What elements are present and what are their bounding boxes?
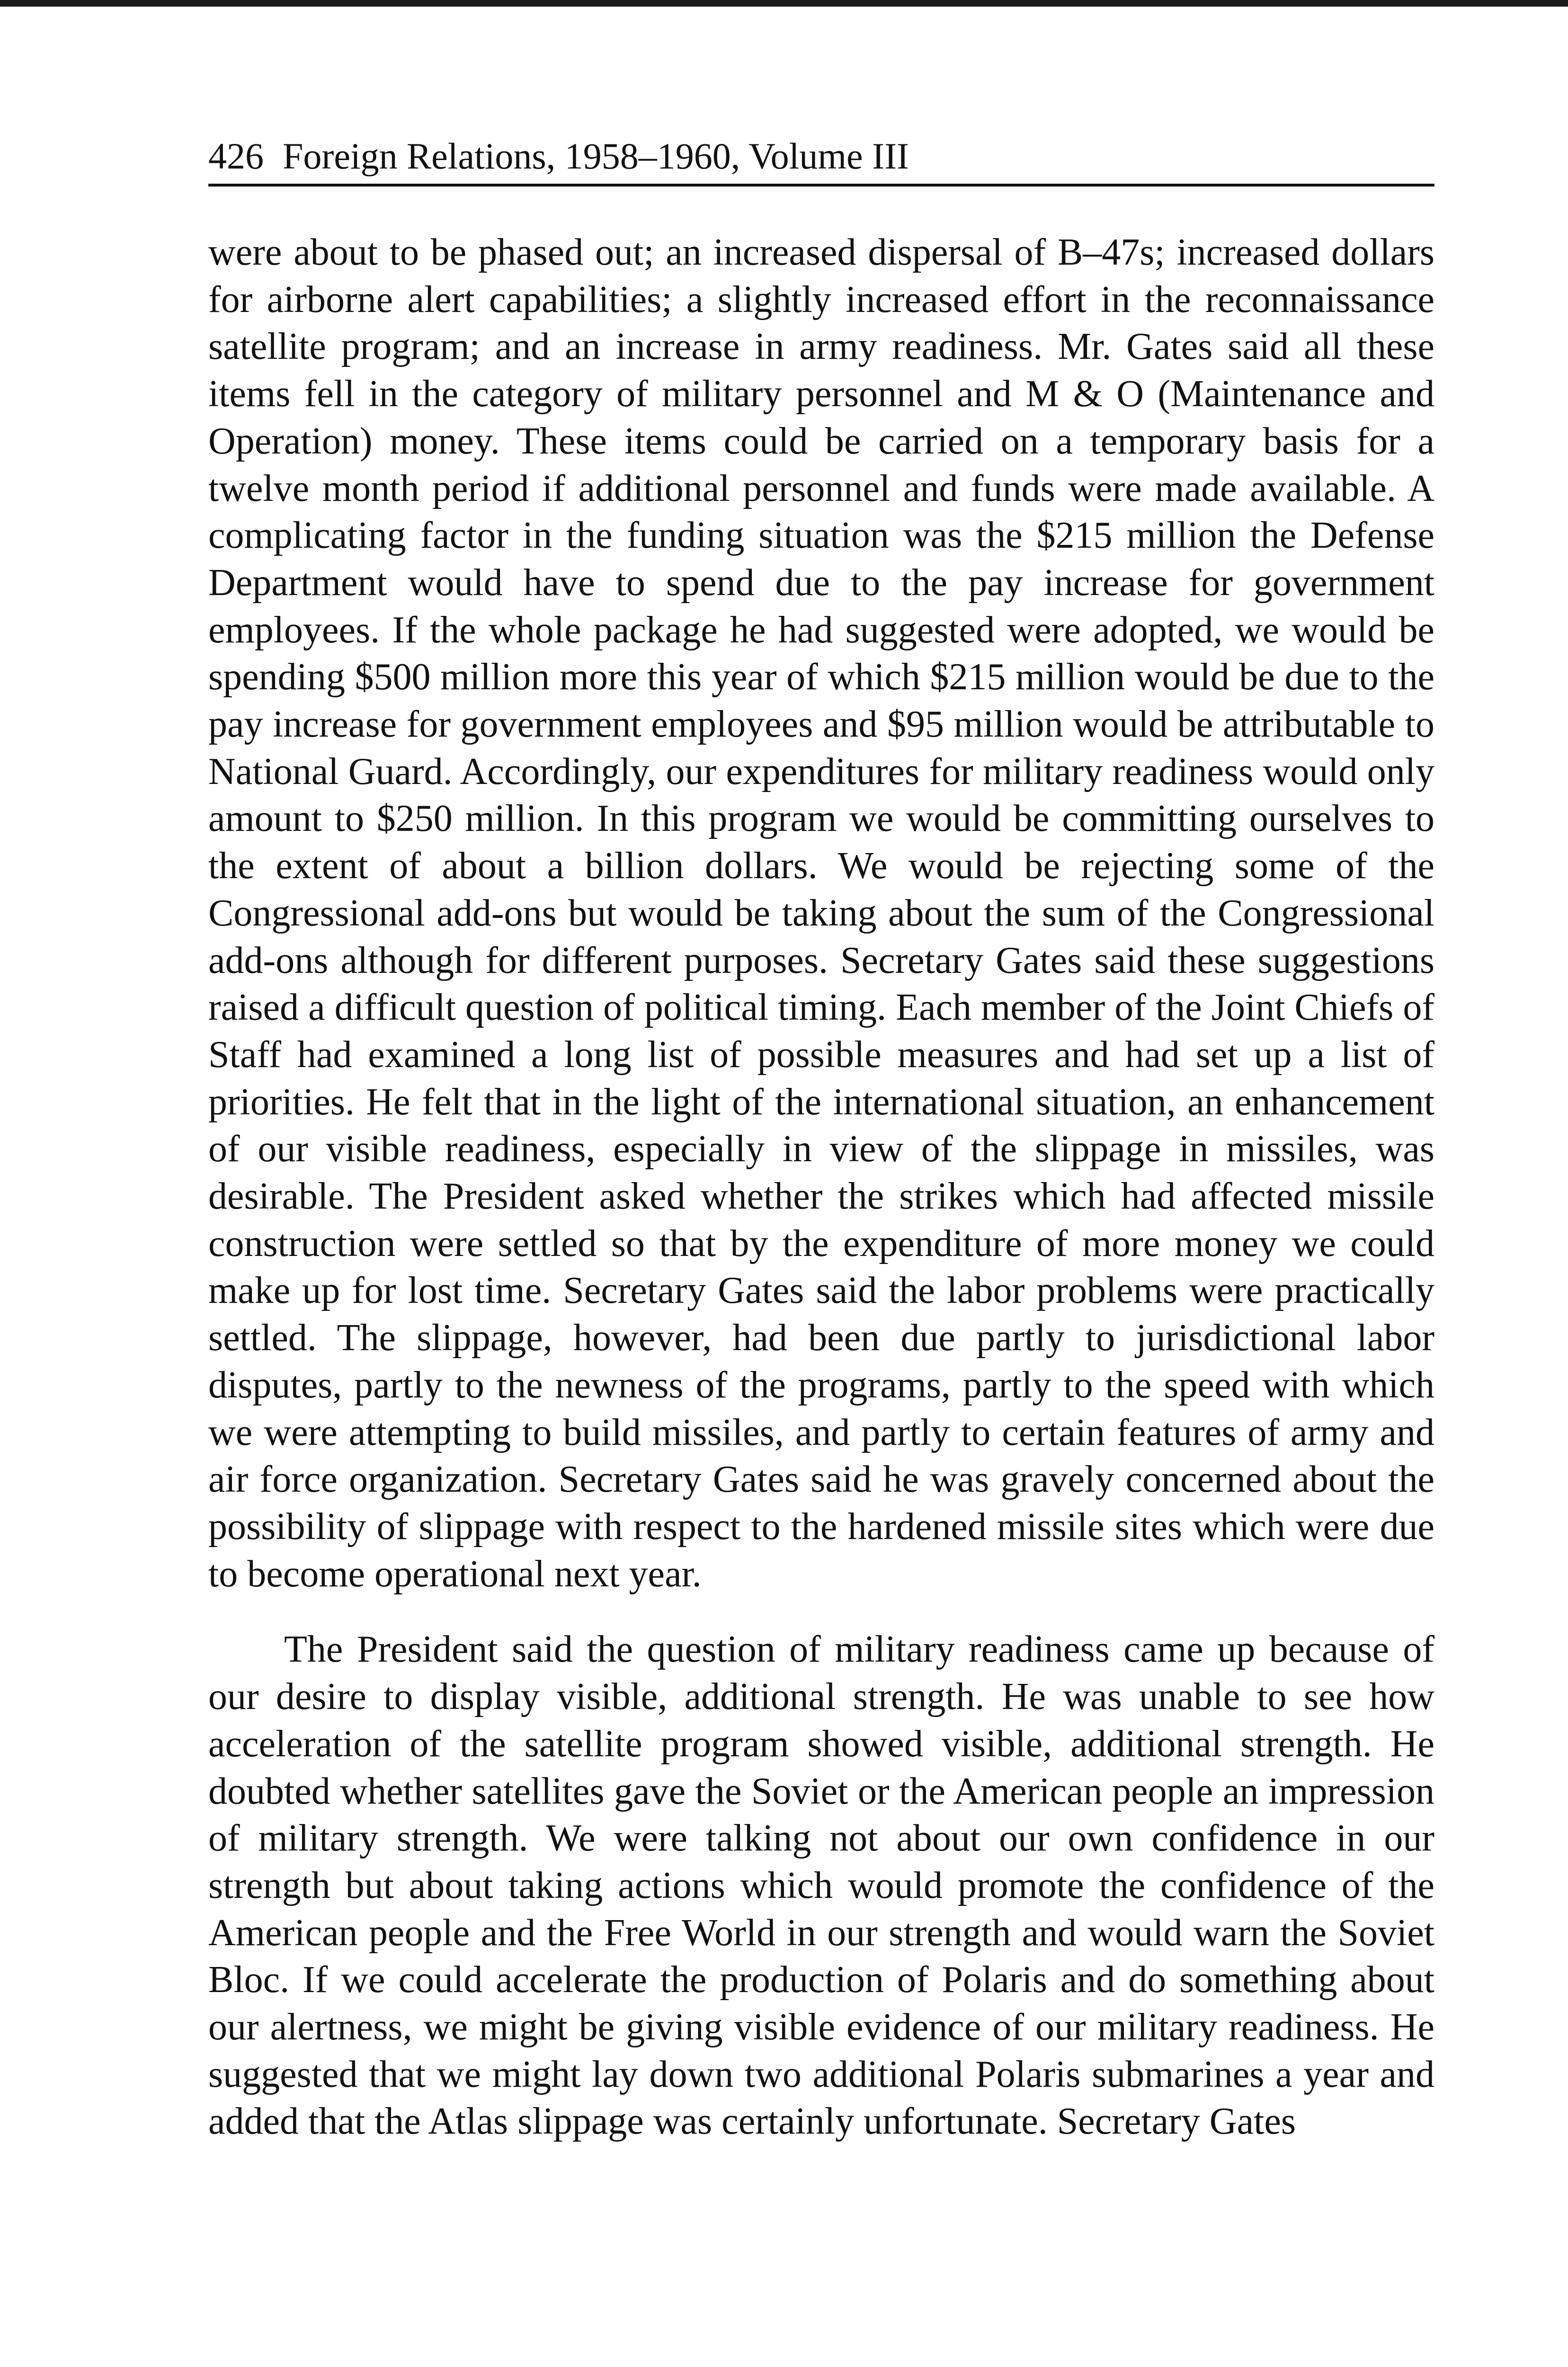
running-header — [208, 133, 1434, 187]
page-number: 426 — [208, 135, 264, 177]
publication-title: Foreign Relations, 1958–1960, Volume III — [283, 135, 909, 177]
paragraph-2: The President said the question of military readiness came up because of our desire to display visible, additional strength. He was unable to see how acceleration of the satellite program showed visible, additional strength. He doubted whether satellites gave the Soviet or the American people an impression of military strength. We were talking not about our own confidence in our strength but about taking actions which would promote the confidence of the American people and the Free World in our strength and would warn the Soviet Bloc. If we could accelerate the production of Polaris and do something about our alertness, we might be giving visible evidence of our military readiness. He suggested that we might lay down two additional Polaris submarines a year and added that the Atlas slippage was certainly unfortunate. Secretary Gates — [208, 1628, 1434, 2143]
document-page — [208, 133, 1434, 2145]
body-text — [208, 229, 1434, 2145]
paragraph-1: were about to be phased out; an increased dispersal of B–47s; increased dollars for airborne alert capabilities; a slightly increased effort in the reconnaissance satellite program; and an increase in army readiness. Mr. Gates said all these items fell in the category of military personnel and M & O (Maintenance and Operation) money. These items could be carried on a temporary basis for a twelve month period if additional personnel and funds were made available. A complicating factor in the funding situation was the $215 million the Defense Department would have to spend due to the pay increase for government employees. If the whole package he had suggested were adopted, we would be spending $500 million more this year of which $215 million would be due to the pay increase for government employees and $95 million would be attributable to National Guard. Accordingly, our expenditures for military readiness would only amount to $250 million. In this program we would be committing ourselves to the extent of about a billion dollars. We would be rejecting some of the Congressional add-ons but would be taking about the sum of the Congressional add-ons although for different purposes. Secretary Gates said these suggestions raised a difficult question of political timing. Each member of the Joint Chiefs of Staff had examined a long list of possible measures and had set up a list of priorities. He felt that in the light of the international situation, an enhancement of our visible readiness, especially in view of the slippage in missiles, was desirable. The President asked whether the strikes which had affected missile construction were settled so that by the expenditure of more money we could make up for lost time. Secretary Gates said the labor problems were practically settled. The slippage, however, had been due partly to jurisdictional labor disputes, partly to the newness of the programs, partly to the speed with which we were attempting to build missiles, and partly to certain features of army and air force organization. Secretary Gates said he was gravely concerned about the possibility of slippage with respect to the hardened missile sites which were due to become operational next year. — [208, 231, 1434, 1595]
page-top-edge — [0, 0, 1568, 7]
